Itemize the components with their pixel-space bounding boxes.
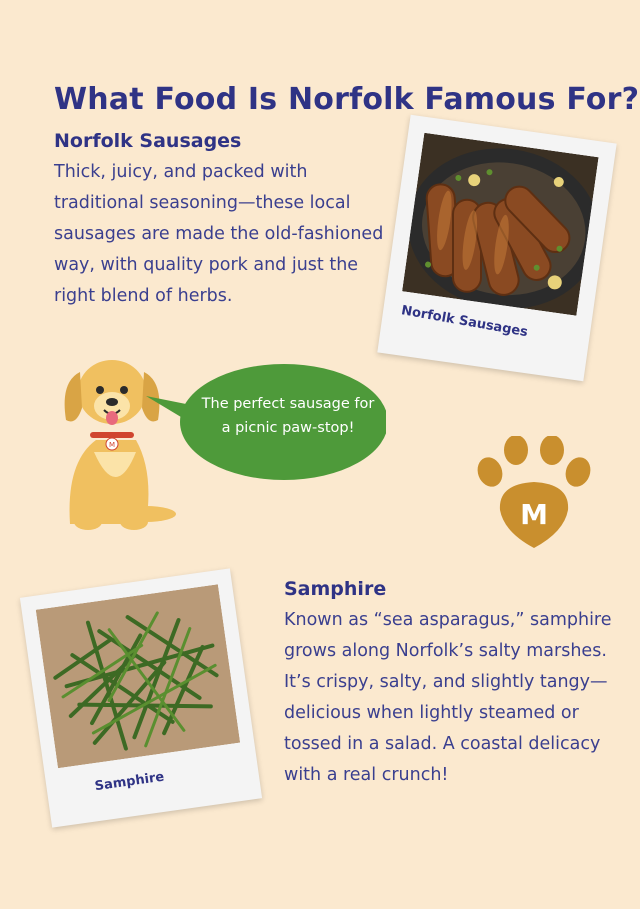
speech-bubble-text: The perfect sausage for a picnic paw-stop!	[201, 396, 375, 436]
page-title: What Food Is Norfolk Famous For?	[54, 82, 640, 118]
samphire-photo	[36, 584, 240, 768]
section-body-samphire: Known as “sea asparagus,” samphire grows along Norfolk’s salty marshes. It’s crispy, salty, and slightly tangy—delicious when lightly steamed or tossed in a salad. A coastal delicacy with a real crunch!	[284, 610, 612, 785]
section-heading-sausages: Norfolk Sausages	[54, 130, 242, 152]
dog-tag-letter: M	[108, 441, 116, 449]
paw-print-icon	[474, 436, 594, 552]
sausage-photo	[402, 133, 599, 316]
paw-letter: M	[520, 498, 548, 531]
section-heading-samphire: Samphire	[284, 578, 387, 600]
sausage-photo-caption: Norfolk Sausages	[400, 303, 529, 341]
speech-bubble	[146, 360, 386, 484]
samphire-photo-frame	[20, 568, 262, 827]
samphire-photo-caption: Samphire	[93, 769, 166, 795]
sausage-photo-frame	[377, 115, 616, 382]
section-body-sausages: Thick, juicy, and packed with traditional seasoning—these local sausages are made the old-fashioned way, with quality pork and just the right blend of herbs.	[54, 162, 384, 306]
